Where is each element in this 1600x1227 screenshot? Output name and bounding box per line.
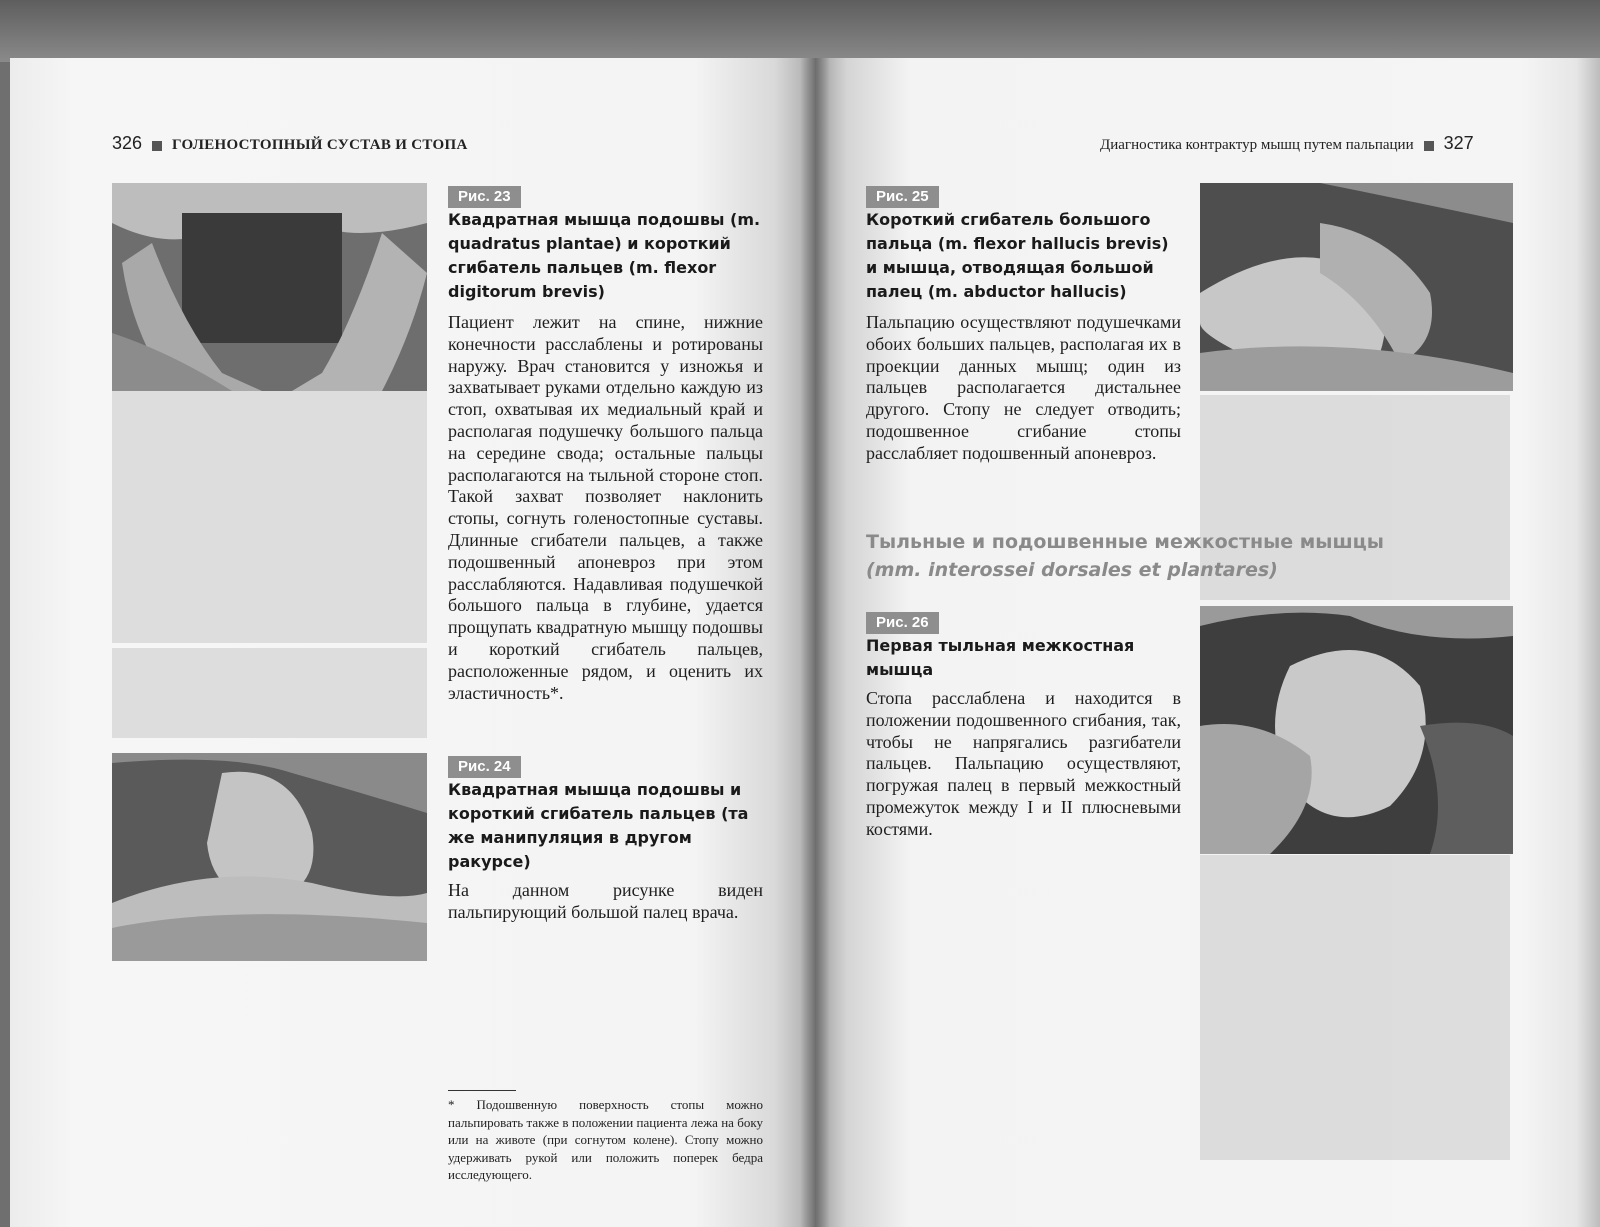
footnote: * Подошвенную поверхность стопы можно пальпировать также в положении пациента лежа на боку или на животе (при согнутом колене). Стопу можно удерживать рукой или положить поперек бедра исследующего. (448, 1097, 763, 1182)
fig24-label: Рис. 24 (448, 756, 521, 778)
chapter-title: ГОЛЕНОСТОПНЫЙ СУСТАВ И СТОПА (172, 137, 468, 153)
fig23-description: Пациент лежит на спине, нижние конечности расслаблены и ротированы наружу. Врач становится у изножья и захватывает руками отдельно каждую из стоп, охватывая их медиальный край и располагая подушечку большого пальца на середине свода; остальные пальцы располагаются на тыльной стороне стоп. Такой захват позволяет наклонить стопы, согнуть голеностопные суставы. Длинные сгибатели пальцев, а также подошвенный апоневроз при этом расслабляются. Надавливая подушечкой большого пальца в глубине, удается прощупать квадратную мышцу подошвы и короткий сгибатель пальцев, расположенные рядом, и оценить их эластичность*. (448, 312, 763, 703)
right-running-head (1100, 133, 1474, 154)
photo-fig25 (1200, 183, 1513, 391)
footnote-rule (448, 1090, 516, 1091)
fig26-title: Первая тыльная межкостная мышца (866, 636, 1135, 679)
left-running-head (112, 133, 468, 154)
section-heading-latin: (mm. interossei dorsales et plantares) (866, 559, 1278, 581)
show-through-left-top (112, 388, 427, 643)
fig23-label: Рис. 23 (448, 186, 521, 208)
page-number-right: 327 (1443, 133, 1474, 153)
fig24-description: На данном рисунке виден пальпирующий большой палец врача. (448, 880, 763, 922)
section-heading-title: Тыльные и подошвенные межкостные мышцы (866, 531, 1384, 553)
fig25-title: Короткий сгибатель большого пальца (m. flexor hallucis brevis) и мышца, отводящая большой палец (m. abductor hallucis) (866, 210, 1169, 301)
square-bullet-icon (1424, 141, 1434, 151)
show-through-left-mid (112, 648, 427, 738)
square-bullet-icon (152, 141, 162, 151)
photo-fig24 (112, 753, 427, 961)
fig24-title: Квадратная мышца подошвы и короткий сгибатель пальцев (та же манипуляция в другом ракурсе) (448, 780, 749, 871)
fig23-title: Квадратная мышца подошвы (m. quadratus plantae) и короткий сгибатель пальцев (m. flexor digitorum brevis) (448, 210, 761, 301)
fig25-label: Рис. 25 (866, 186, 939, 208)
book-spine (800, 58, 830, 1227)
photo-fig23 (112, 183, 427, 391)
show-through-right-bottom (1200, 855, 1510, 1160)
section-heading (866, 528, 1426, 584)
fig26-label: Рис. 26 (866, 612, 939, 634)
photo-fig26 (1200, 606, 1513, 854)
page-number-left: 326 (112, 133, 143, 153)
fig26-description: Стопа расслаблена и находится в положении подошвенного сгибания, так, чтобы не напрягались разгибатели пальцев. Пальпацию осуществляют, погружая палец в первый межкостный промежуток между I и II плюсневыми костями. (866, 688, 1181, 839)
fig25-description: Пальпацию осуществляют подушечками обоих больших пальцев, располагая их в проекции данных мышц; один из пальцев располагается дистальнее другого. Стопу не следует отводить; подошвенное сгибание стопы расслабляет подошвенный апоневроз. (866, 312, 1181, 463)
section-running-title: Диагностика контрактур мышц путем пальпации (1100, 137, 1414, 153)
scanner-shadow (0, 0, 1600, 62)
